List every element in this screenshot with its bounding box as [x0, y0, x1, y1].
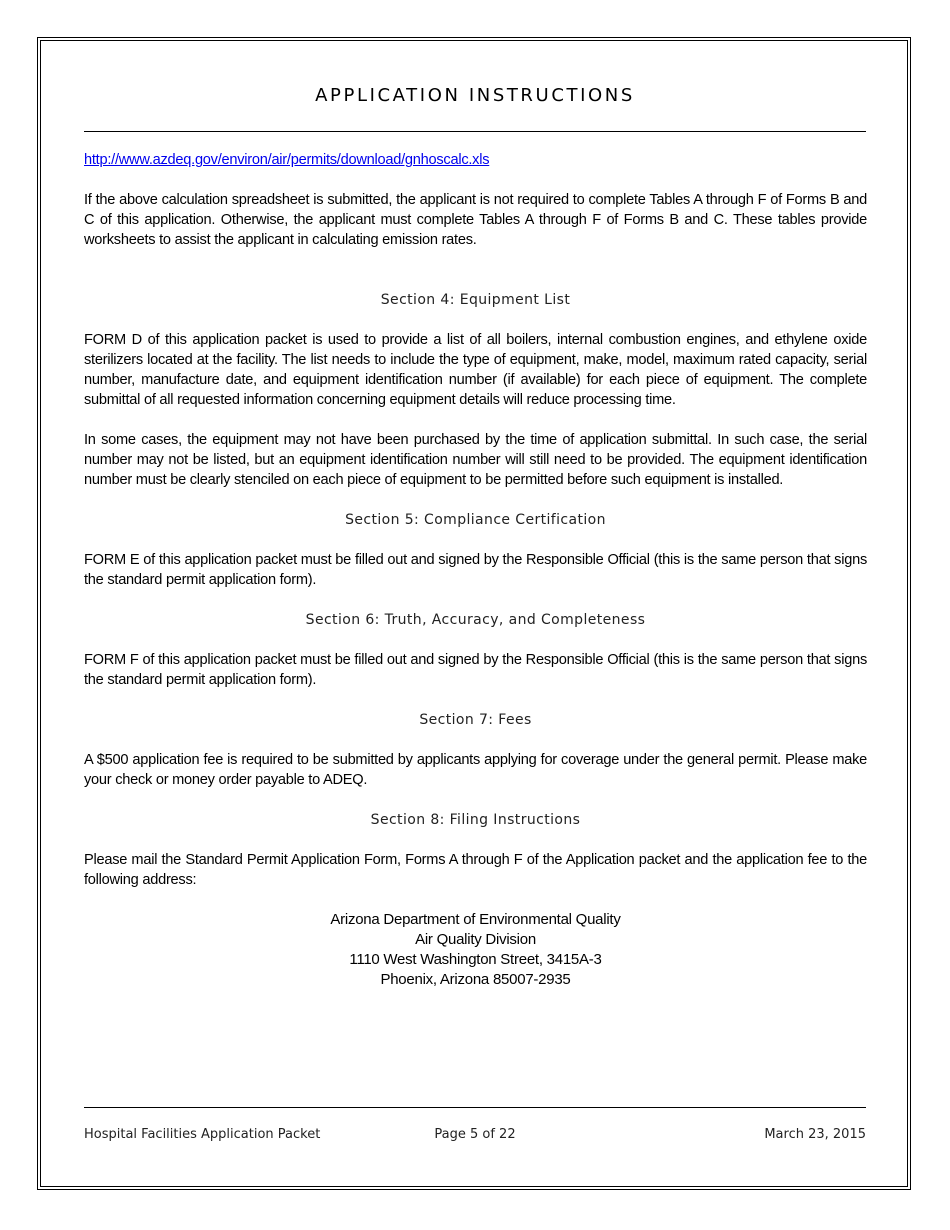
section-5-heading: Section 5: Compliance Certification	[345, 512, 606, 528]
section-7-paragraph: A $500 application fee is required to be submitted by applicants applying for coverage under the general permit. Please make your check or money order payable to ADEQ.	[84, 752, 867, 788]
mailing-address	[84, 910, 867, 990]
spreadsheet-link[interactable]: http://www.azdeq.gov/environ/air/permits/download/gnhoscalc.xls	[84, 152, 490, 168]
footer-document-title: Hospital Facilities Application Packet	[84, 1127, 321, 1142]
page-footer	[84, 1127, 866, 1147]
intro-paragraph: If the above calculation spreadsheet is submitted, the applicant is not required to complete Tables A through F of Forms B and C of this application. Otherwise, the applicant must complete Tables A through F of Forms B and C. These tables provide worksheets to assist the applicant in calculating emission rates.	[84, 192, 867, 248]
address-line-1: Arizona Department of Environmental Quality	[330, 911, 621, 928]
section-7-heading: Section 7: Fees	[419, 712, 532, 728]
section-8-heading: Section 8: Filing Instructions	[370, 812, 581, 828]
section-4-heading: Section 4: Equipment List	[380, 292, 571, 308]
section-5-paragraph: FORM E of this application packet must be filled out and signed by the Responsible Official (this is the same person that signs the standard permit application form).	[84, 552, 867, 588]
page-title: APPLICATION INSTRUCTIONS	[315, 85, 635, 106]
document-body	[84, 150, 867, 990]
section-4-paragraph-1: FORM D of this application packet is used to provide a list of all boilers, internal combustion engines, and ethylene oxide sterilizers located at the facility. The list needs to include the type of equipment, make, model, maximum rated capacity, serial number, manufacture date, and equipment identification number (if available) for each piece of equipment. The complete submittal of all requested information concerning equipment details will reduce processing time.	[84, 332, 867, 408]
address-line-3: 1110 West Washington Street, 3415A-3	[349, 951, 602, 968]
footer-date: March 23, 2015	[764, 1127, 866, 1142]
address-line-2: Air Quality Division	[415, 931, 536, 948]
header-rule	[84, 131, 866, 132]
section-8-paragraph: Please mail the Standard Permit Application Form, Forms A through F of the Application packet and the application fee to the following address:	[84, 852, 867, 888]
section-6-paragraph: FORM F of this application packet must be filled out and signed by the Responsible Official (this is the same person that signs the standard permit application form).	[84, 652, 867, 688]
address-line-4: Phoenix, Arizona 85007-2935	[380, 971, 571, 988]
footer-page-number: Page 5 of 22	[434, 1127, 516, 1142]
footer-rule	[84, 1107, 866, 1108]
section-6-heading: Section 6: Truth, Accuracy, and Completeness	[305, 612, 646, 628]
section-4-paragraph-2: In some cases, the equipment may not have been purchased by the time of application submittal. In such case, the serial number may not be listed, but an equipment identification number will still need to be provided. The equipment identification number must be clearly stenciled on each piece of equipment to be permitted before such equipment is installed.	[84, 432, 867, 488]
